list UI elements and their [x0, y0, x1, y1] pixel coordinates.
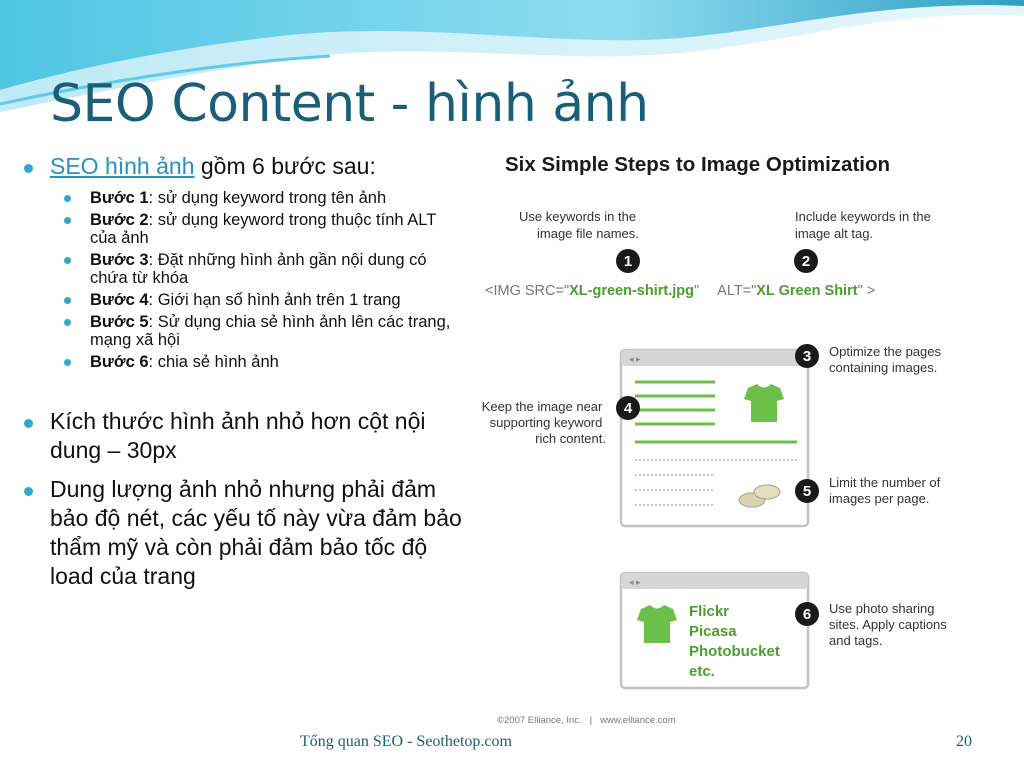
bullet-weight-note: [22, 475, 462, 591]
copyright-website: www.elliance.com: [600, 715, 676, 726]
code-quote: ": [694, 283, 700, 299]
step-item-5: [22, 313, 462, 349]
infographic-title: Six Simple Steps to Image Optimization: [505, 153, 891, 176]
step-label: Bước 2: [90, 211, 149, 229]
step-number-6-icon: [795, 602, 819, 626]
step-number-5-icon: [795, 479, 819, 503]
bullet-size-note: [22, 407, 462, 465]
site-flickr: Flickr: [689, 603, 730, 620]
step-text: : Giới hạn số hình ảnh trên 1 trang: [148, 291, 401, 309]
step-text: : sử dụng keyword trong tên ảnh: [148, 189, 387, 207]
bullet-list: [22, 152, 462, 591]
sub-bullet-dot-icon: [64, 359, 71, 366]
code-close: " >: [857, 283, 876, 299]
svg-text:◂ ▸: ◂ ▸: [629, 354, 641, 364]
size-note-text: Kích thước hình ảnh nhỏ hơn cột nội dung – 30px: [50, 408, 426, 463]
step-number-2: 2: [801, 253, 811, 270]
step4-text-line2: supporting keyword: [489, 415, 603, 430]
step-number-3: 3: [802, 348, 812, 365]
site-etc: etc.: [689, 663, 715, 680]
code-filename: XL-green-shirt.jpg: [569, 283, 694, 299]
sub-bullet-dot-icon: [64, 319, 71, 326]
code-alt-attr: ALT=": [717, 283, 757, 299]
slide-title: SEO Content - hình ảnh: [50, 74, 649, 134]
sub-bullet-dot-icon: [64, 217, 71, 224]
step-text: : chia sẻ hình ảnh: [148, 353, 279, 371]
code-alt-value: XL Green Shirt: [756, 283, 858, 299]
step-item-1: [22, 189, 462, 207]
step-text: : Đặt những hình ảnh gần nội dung có chứa từ khóa: [90, 251, 427, 287]
step-text: : sử dụng keyword trong thuộc tính ALT của ảnh: [90, 211, 436, 247]
step4-text-line3: rich content.: [535, 431, 606, 446]
step-label: Bước 4: [90, 291, 149, 309]
step2-text-line1: Include keywords in the: [795, 209, 931, 224]
step-number-1-icon: [616, 249, 640, 273]
svg-text:Optimize the pages contain: [829, 344, 945, 375]
page-number: 20: [956, 733, 972, 750]
sub-bullet-dot-icon: [64, 297, 71, 304]
step-item-6: [22, 353, 462, 371]
step-label: Bước 3: [90, 251, 149, 269]
image-optimization-infographic: [463, 138, 993, 738]
step-item-3: [22, 251, 462, 287]
step5-text-line2: images per page.: [829, 491, 930, 506]
step1-text-line2: image file names.: [537, 226, 639, 241]
site-photobucket: Photobucket: [689, 643, 780, 660]
weight-note-text: Dung lượng ảnh nhỏ nhưng phải đảm bảo độ nét, các yếu tố này vừa đảm bảo thẩm mỹ và còn phải đảm bảo tốc độ load của trang: [50, 476, 462, 589]
step-item-4: [22, 291, 462, 309]
step3-text-line2: containing images.: [829, 360, 938, 375]
step6-text-line2: sites. Apply captions: [829, 617, 947, 632]
step2-text-line2: image alt tag.: [795, 226, 874, 241]
step-text: : Sử dụng chia sẻ hình ảnh lên các trang, mạng xã hội: [90, 313, 451, 349]
bullet-intro: [22, 152, 462, 181]
bullet-dot-icon: [24, 164, 33, 173]
step-number-4: 4: [623, 400, 633, 417]
step-label: Bước 6: [90, 353, 149, 371]
browser-window-1: [621, 350, 808, 526]
site-picasa: Picasa: [689, 623, 737, 640]
step-number-3-icon: [795, 344, 819, 368]
seo-image-link[interactable]: SEO hình ảnh: [50, 153, 195, 179]
step3-text-line1: Optimize the pages: [829, 344, 942, 359]
step6-text-line3: and tags.: [829, 633, 883, 648]
copyright-text: ©2007 Elliance, Inc.: [497, 715, 582, 726]
svg-text:◂ ▸: ◂ ▸: [629, 577, 641, 587]
step-number-2-icon: [794, 249, 818, 273]
bullet-dot-icon: [24, 487, 33, 496]
svg-text:Limit the number of images: [829, 475, 944, 506]
step-item-2: [22, 211, 462, 247]
step-number-4-icon: [616, 396, 640, 420]
step-number-6: 6: [802, 606, 812, 623]
code-img-tag: <IMG SRC=": [485, 283, 570, 299]
step-label: Bước 5: [90, 313, 149, 331]
bullet-dot-icon: [24, 419, 33, 428]
step-number-1: 1: [623, 253, 633, 270]
step1-text-line1: Use keywords in the: [519, 209, 637, 224]
step-number-5: 5: [802, 483, 812, 500]
copyright-separator: |: [589, 715, 593, 726]
step4-text-line1: Keep the image near: [481, 399, 603, 414]
sub-bullet-dot-icon: [64, 257, 71, 264]
slide-footer: Tổng quan SEO - Seothetop.com: [300, 733, 512, 750]
step5-text-line1: Limit the number of: [829, 475, 941, 490]
browser-window-2: [621, 573, 808, 688]
intro-text: gồm 6 bước sau:: [194, 153, 376, 179]
step-label: Bước 1: [90, 189, 149, 207]
sub-bullet-dot-icon: [64, 195, 71, 202]
code-snippet: [485, 283, 875, 299]
step6-text-line1: Use photo sharing: [829, 601, 935, 616]
